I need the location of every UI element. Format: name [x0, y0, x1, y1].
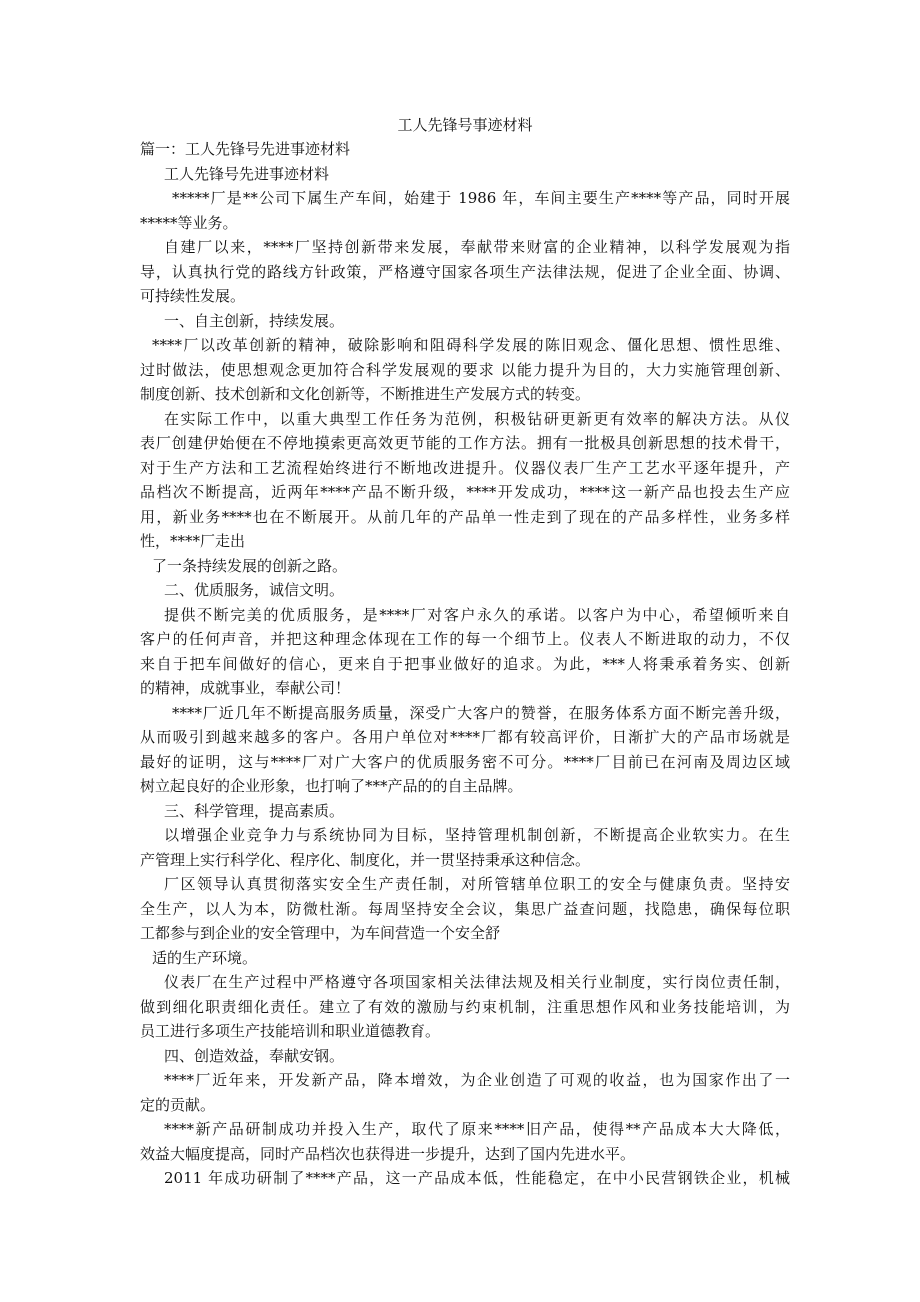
paragraph-line: *****等业务。 [140, 213, 238, 232]
document-title: 工人先锋号事迹材料 [397, 116, 533, 134]
paragraph-line: 来自于把车间做好的信心，更来自于把事业做好的追求。为此，***人将秉承着务实、创新 [140, 654, 790, 673]
paragraph-line: 导，认真执行党的路线方针政策，严格遵守国家各项生产法律法规，促进了企业全面、协调、 [140, 262, 790, 281]
paragraph-line: 产管理上实行科学化、程序化、制度化，并一贯坚持秉承这种信念。 [140, 850, 591, 869]
section-heading: 二、优质服务，诚信文明。 [164, 581, 345, 599]
subtitle: 工人先锋号先进事迹材料 [164, 164, 330, 183]
paragraph-line: 员工进行多项生产技能培训和职业道德教育。 [140, 1022, 441, 1040]
paragraph-line: 品档次不断提高，近两年****产品不断升级，****开发成功，****这一新产品也投去生产应 [140, 483, 790, 501]
paragraph-line: 全生产，以人为本，防微杜渐。每周坚持安全会议，集思广益查问题，找隐患，确保每位职 [140, 899, 790, 918]
paragraph-line: 过时做法，使思想观念更加符合科学发展观的要求 以能力提升为目的，大力实施管理创新、 [140, 360, 790, 379]
paragraph-line: 在实际工作中，以重大典型工作任务为范例，积极钻研更新更有效率的解决方法。从仪 [164, 409, 790, 428]
paragraph-line: 工都参与到企业的安全管理中，为车间营造一个安全舒 [140, 924, 501, 942]
paragraph-line: 提供不断完美的优质服务，是****厂对客户永久的承诺。以客户为中心，希望倾听来自 [164, 605, 790, 624]
paragraph-line: 可持续性发展。 [140, 287, 246, 305]
paragraph-line: 自建厂以来，****厂坚持创新带来发展，奉献带来财富的企业精神，以科学发展观为指 [164, 238, 790, 256]
paragraph-line: 定的贡献。 [140, 1095, 216, 1114]
paragraph-line: 树立起良好的企业形象，也打响了***产品的的自主品牌。 [140, 777, 523, 795]
paragraph-line: 厂区领导认真贯彻落实安全生产责任制，对所管辖单位职工的安全与健康负责。坚持安 [164, 875, 790, 893]
section-heading: 四、创造效益，奉献安钢。 [164, 1046, 345, 1065]
document-page [140, 113, 790, 1191]
section-heading: 三、科学管理，提高素质。 [164, 801, 345, 820]
paragraph-line: ****新产品研制成功并投入生产，取代了原来****旧产品，使得**产品成本大大降低， [164, 1120, 790, 1138]
paragraph-line: 最好的证明，这与****厂对广大客户的优质服务密不可分。****厂目前已在河南及周边区域 [140, 752, 790, 771]
paragraph-line: 以增强企业竞争力与系统协同为目标，坚持管理机制创新，不断提高企业软实力。在生 [164, 826, 790, 844]
paragraph-line: 制度创新、技术创新和文化创新等，不断推进生产发展方式的转变。 [140, 385, 591, 403]
paragraph-line: ****厂以改革创新的精神，破除影响和阻碍科学发展的陈旧观念、僵化思想、惯性思维、 [152, 336, 790, 354]
paragraph-line: 表厂创建伊始便在不停地摸索更高效更节能的工作方法。拥有一批极具创新思想的技术骨干， [140, 434, 790, 452]
section-heading: 一、自主创新，持续发展。 [164, 311, 345, 330]
paragraph-line: 仪表厂在生产过程中严格遵守各项国家相关法律法规及相关行业制度，实行岗位责任制， [164, 973, 790, 991]
paragraph-line: 用，新业务****也在不断展开。从前几年的产品单一性走到了现在的产品多样性，业务多样 [140, 507, 790, 526]
paragraph-line: ****厂近年来，开发新产品，降本增效，为企业创造了可观的收益，也为国家作出了一 [164, 1071, 790, 1089]
paragraph-line: 性，****厂走出 [140, 532, 246, 550]
paragraph-line: 做到细化职责细化责任。建立了有效的激励与约束机制，注重思想作风和业务技能培训，为 [140, 997, 790, 1016]
paragraph-line: ****厂近几年不断提高服务质量，深受广大客户的赞誉，在服务体系方面不断完善升级， [172, 703, 790, 722]
paragraph-line: 客户的任何声音，并把这种理念体现在工作的每一个细节上。仪表人不断进取的动力，不仅 [140, 630, 790, 648]
paragraph-line: *****厂是**公司下属生产车间，始建于 1986 年，车间主要生产****等产品，同时开展 [172, 189, 790, 207]
paragraph-line: 适的生产环境。 [152, 948, 258, 967]
section-heading: 篇一：工人先锋号先进事迹材料 [140, 140, 351, 158]
paragraph-line: 从而吸引到越来越多的客户。各用户单位对****厂都有较高评价，日渐扩大的产品市场就是 [140, 728, 790, 746]
paragraph-line: 2011 年成功研制了****产品，这一产品成本低，性能稳定，在中小民营钢铁企业，机械 [164, 1169, 790, 1187]
paragraph-line: 效益大幅度提高，同时产品档次也获得进一步提升，达到了国内先进水平。 [140, 1144, 636, 1163]
paragraph-line: 了一条持续发展的创新之路。 [152, 556, 348, 575]
paragraph-line: 对于生产方法和工艺流程始终进行不断地改进提升。仪器仪表厂生产工艺水平逐年提升，产 [140, 458, 790, 477]
paragraph-line: 的精神，成就事业，奉献公司！ [140, 679, 351, 697]
